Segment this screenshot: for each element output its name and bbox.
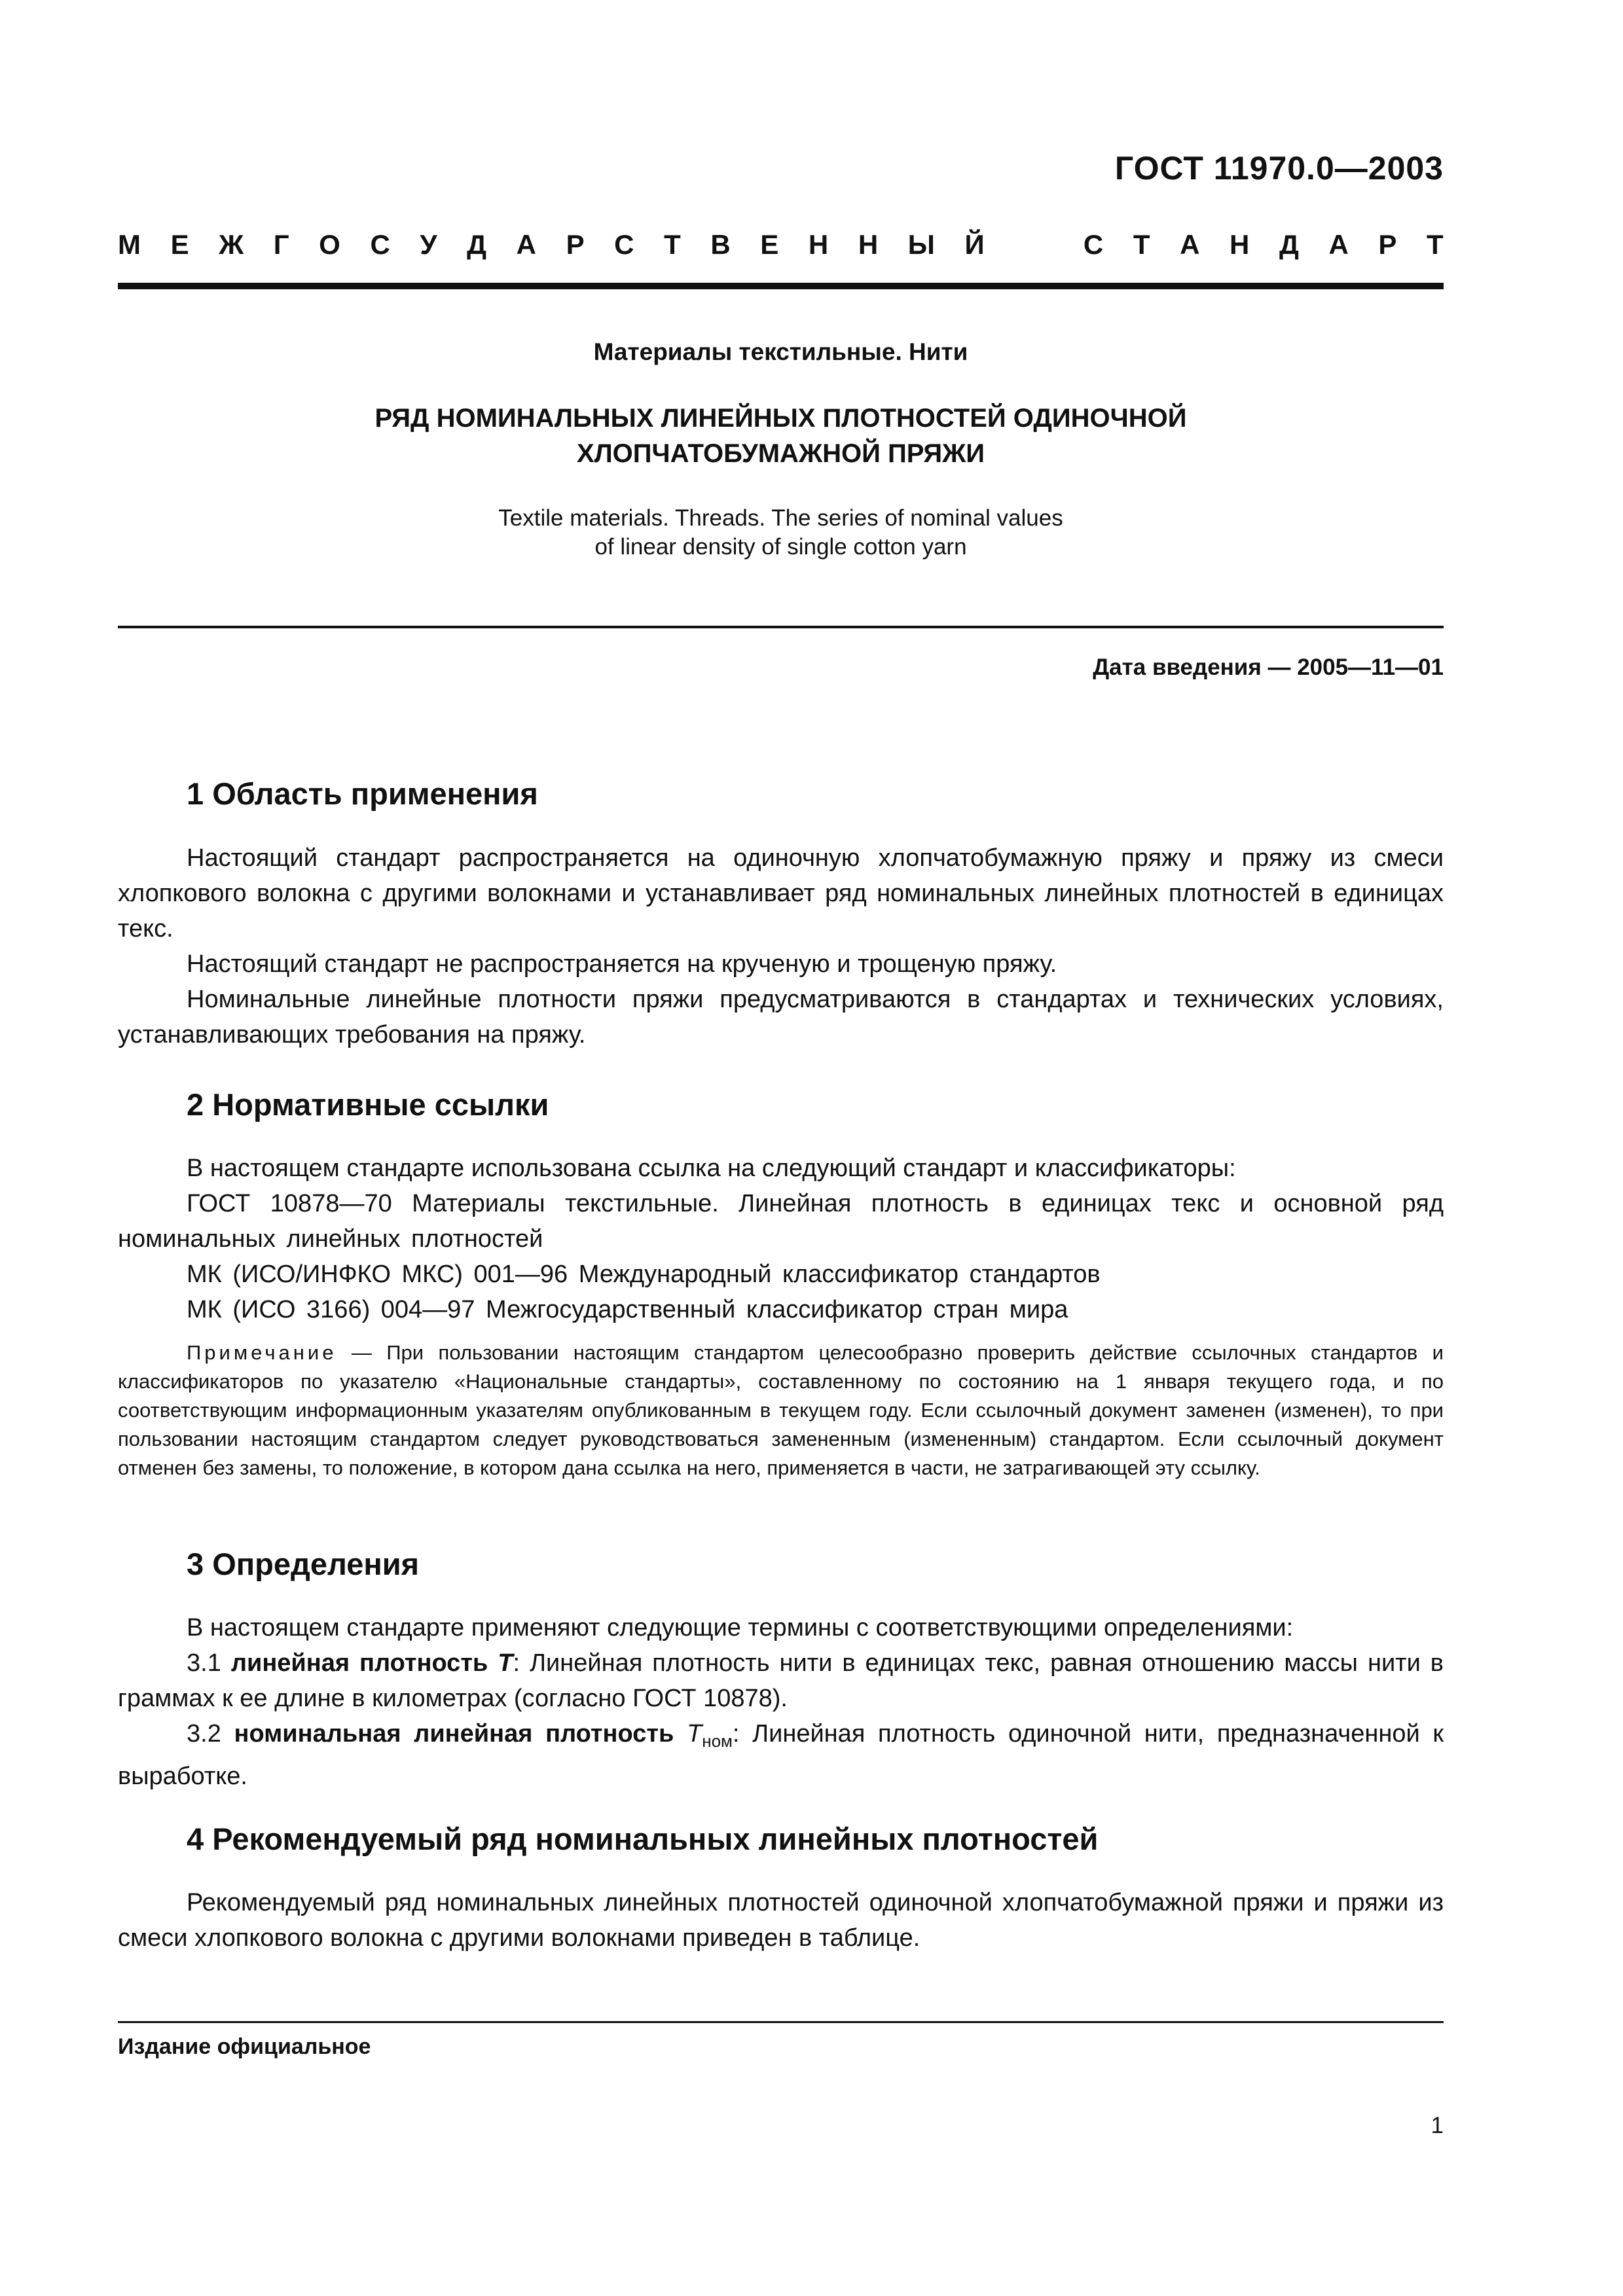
references-gost-10878: ГОСТ 10878—70 Материалы текстильные. Линейная плотность в единицах текс и основной ряд номинальных линейных плотностей (118, 1190, 1444, 1253)
references-mk-001: МК (ИСО/ИНФКО МКС) 001—96 Международный классификатор стандартов (187, 1261, 1101, 1288)
scope-paragraph-3: Номинальные линейные плотности пряжи предусматриваются в стандартах и технических условиях, устанавливающих требования на пряжу. (118, 986, 1444, 1049)
title-line: ХЛОПЧАТОБУМАЖНОЙ ПРЯЖИ (576, 439, 985, 468)
recommended-series-paragraph: Рекомендуемый ряд номинальных линейных плотностей одиночной хлопчатобумажной пряжи и пряжи из смеси хлопкового волокна с другими волокнами приведен в таблице. (118, 1889, 1444, 1952)
banner-letter: Н (858, 229, 879, 260)
section-heading-references: 2 Нормативные ссылки (187, 1087, 549, 1122)
definition-text: : Линейная плотность нити в единицах текс, равная отношению массы нити в граммах к ее длине в километрах (согласно ГОСТ 10878). (118, 1649, 1444, 1712)
definition-nominal-linear-density (118, 1716, 1444, 1794)
scope-paragraph-2: Настоящий стандарт не распространяется на крученую и трощеную пряжу. (187, 950, 1057, 978)
scope-paragraph-1: Настоящий стандарт распространяется на одиночную хлопчатобумажную пряжу и пряжу из смеси хлопкового волокна с другими волокнами и устанавливает ряд номинальных линейных плотностей в единицах текс. (118, 844, 1444, 942)
section-heading-definitions: 3 Определения (187, 1547, 420, 1581)
banner-letter: М (118, 229, 141, 260)
banner-letter: В (710, 229, 731, 260)
definition-number: 3.2 (187, 1720, 234, 1748)
title-line: РЯД НОМИНАЛЬНЫХ ЛИНЕЙНЫХ ПЛОТНОСТЕЙ ОДИНОЧНОЙ (374, 404, 1187, 433)
banner-letter: У (420, 229, 437, 260)
banner-letter: Е (170, 229, 189, 260)
banner-letter: А (516, 229, 536, 260)
note-text: — При пользовании настоящим стандартом целесообразно проверить действие ссылочных стандартов и классификаторов по указателю «Национальные стандарты», составленному по состоянию на 1 января текущего года, и по соответствующим информационным указателям опубликованным в текущем году. Если ссылочный документ заменен (изменен), то при пользовании настоящим стандартом следует руководствоваться замененным (измененным) стандартом. Если ссылочный документ отменен без замены, то положение, в котором дана ссылка на него, применяется в части, не затрагивающей эту ссылку. (118, 1341, 1444, 1479)
definition-term: линейная плотность (230, 1649, 498, 1677)
introduction-date: Дата введения — 2005—11—01 (1093, 655, 1444, 680)
references-mk-004: МК (ИСО 3166) 004—97 Межгосударственный классификатор стран мира (187, 1296, 1068, 1323)
banner-letter: Д (1279, 229, 1299, 260)
banner-letter: С (614, 229, 634, 260)
banner-letter: Д (467, 229, 487, 260)
note-label: Примечание (187, 1341, 337, 1364)
section-heading-recommended-series: 4 Рекомендуемый ряд номинальных линейных плотностей (187, 1821, 1099, 1856)
english-title (118, 504, 1444, 562)
banner-letter: Й (964, 229, 985, 260)
definition-number: 3.1 (187, 1649, 231, 1677)
banner-letter: Р (1378, 229, 1397, 260)
official-edition-label: Издание официальное (118, 2034, 371, 2059)
banner-letter: Н (1230, 229, 1250, 260)
footer-divider (118, 2021, 1444, 2023)
banner-letter: Т (664, 229, 681, 260)
banner-letter: Г (273, 229, 289, 260)
definition-text: : Линейная плотность одиночной нити, предназначенной к выработке. (118, 1720, 1444, 1790)
references-note (118, 1338, 1444, 1482)
banner-letter: Р (566, 229, 585, 260)
definition-term: номинальная линейная плотность (234, 1720, 687, 1748)
definition-linear-density (118, 1645, 1444, 1716)
english-title-line: of linear density of single cotton yarn (594, 534, 967, 560)
document-page (118, 0, 1444, 2296)
banner-word-gap (1014, 229, 1053, 260)
banner-letter: Е (760, 229, 779, 260)
references-paragraph-1: В настоящем стандарте использована ссылка на следующий стандарт и классификаторы: (187, 1155, 1236, 1182)
interstate-standard-banner (118, 229, 1444, 260)
banner-letter: С (1083, 229, 1104, 260)
header-divider (118, 283, 1444, 289)
banner-letter: А (1180, 229, 1200, 260)
section-heading-scope: 1 Область применения (187, 776, 538, 811)
document-title (118, 401, 1444, 471)
document-number: ГОСТ 11970.0—2003 (1114, 150, 1444, 187)
definitions-paragraph-1: В настоящем стандарте применяют следующие термины с соответствующими определениями: (187, 1614, 1294, 1641)
banner-letter: Н (808, 229, 829, 260)
title-divider (118, 626, 1444, 628)
definition-symbol: T (687, 1720, 702, 1748)
banner-letter: О (319, 229, 340, 260)
english-title-line: Textile materials. Threads. The series of nominal values (498, 505, 1063, 531)
banner-letter: Ы (907, 229, 935, 260)
banner-letter: Т (1133, 229, 1150, 260)
banner-letter: Ж (219, 229, 244, 260)
document-subtitle: Материалы текстильные. Нити (593, 338, 968, 365)
banner-letter: А (1328, 229, 1349, 260)
definition-symbol-subscript: ном (702, 1731, 733, 1751)
definition-symbol: T (498, 1649, 513, 1677)
banner-letter: Т (1427, 229, 1444, 260)
banner-letter: С (370, 229, 390, 260)
page-number: 1 (1431, 2113, 1444, 2138)
